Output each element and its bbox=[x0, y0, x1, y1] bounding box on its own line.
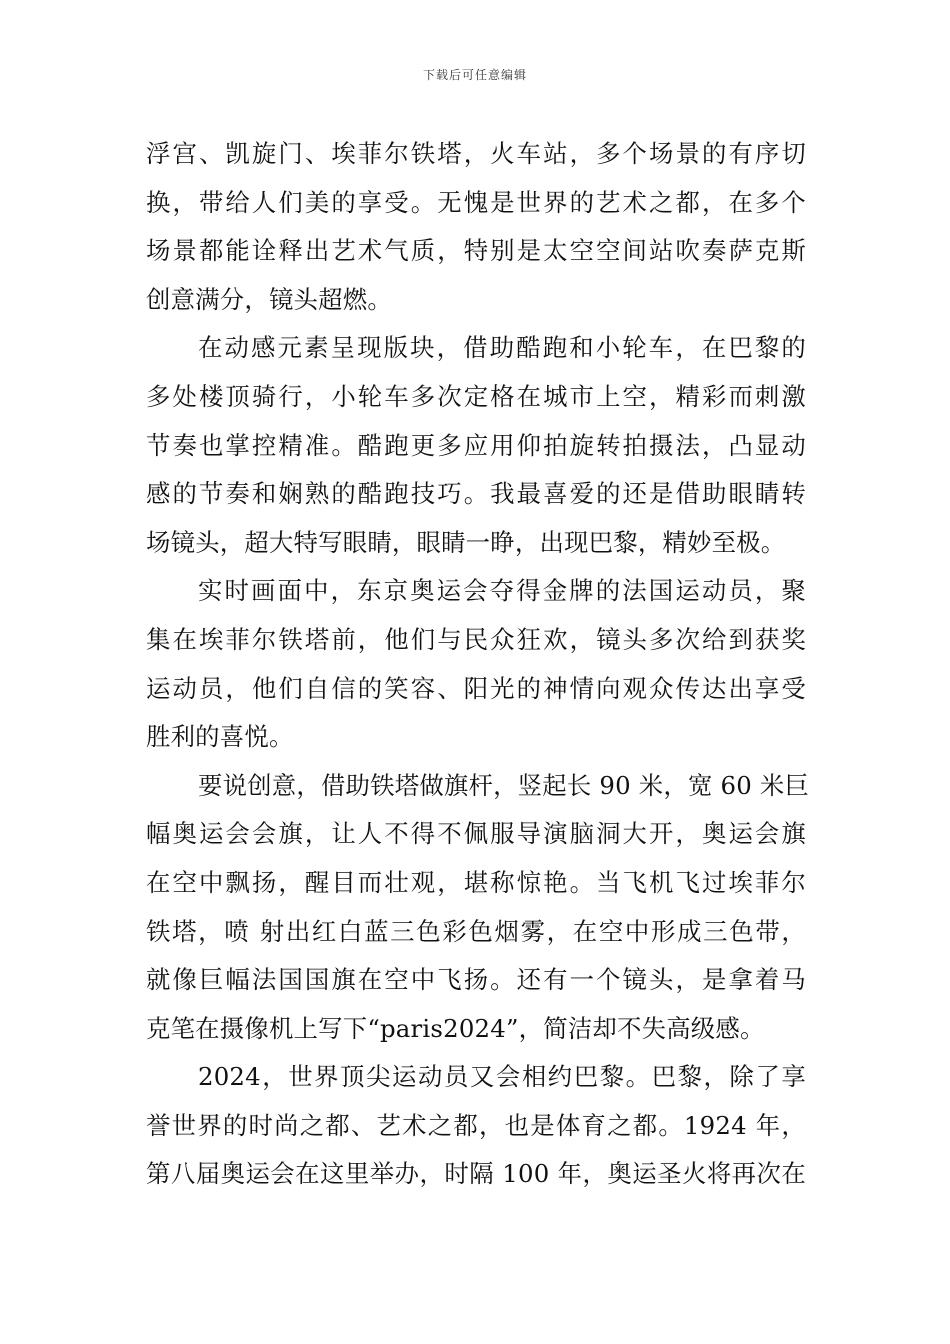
document-body bbox=[146, 130, 810, 1199]
paragraph bbox=[146, 324, 806, 567]
text-line: 浮宫、凯旋门、埃菲尔铁塔，火车站，多个场景的有序切 bbox=[146, 139, 806, 168]
text-line: 换，带给人们美的享受。无愧是世界的艺术之都，在多个 bbox=[146, 187, 806, 217]
text-line: 誉世界的时尚之都、艺术之都，也是体育之都。1924 年， bbox=[146, 1110, 806, 1140]
text-line: 场镜头，超大特写眼睛，眼睛一睁，出现巴黎，精妙至极。 bbox=[146, 527, 786, 557]
text-line: 胜利的喜悦。 bbox=[146, 722, 294, 752]
paragraph bbox=[146, 130, 806, 324]
paragraph bbox=[146, 567, 806, 761]
paragraph bbox=[146, 1053, 806, 1199]
text-line: 场景都能诠释出艺术气质，特别是太空空间站吹奏萨克斯 bbox=[146, 236, 806, 266]
text-line: 集在埃菲尔铁塔前，他们与民众狂欢，镜头多次给到获奖 bbox=[146, 624, 806, 654]
text-line: 铁塔，喷 射出红白蓝三色彩色烟雾，在空中形成三色带， bbox=[146, 916, 806, 946]
text-line: 要说创意，借助铁塔做旗杆，竖起长 90 米，宽 60 米巨 bbox=[198, 770, 810, 800]
text-line: 幅奥运会会旗，让人不得不佩服导演脑洞大开，奥运会旗 bbox=[146, 819, 806, 849]
text-line: 第八届奥运会在这里举办，时隔 100 年，奥运圣火将再次在 bbox=[146, 1159, 806, 1189]
text-line: 就像巨幅法国国旗在空中飞扬。还有一个镜头，是拿着马 bbox=[146, 965, 806, 995]
text-line: 在空中飘扬，醒目而壮观，堪称惊艳。当飞机飞过埃菲尔 bbox=[146, 867, 806, 897]
text-line: 节奏也掌控精准。酷跑更多应用仰拍旋转拍摄法，凸显动 bbox=[146, 430, 806, 460]
text-line: 2024，世界顶尖运动员又会相约巴黎。巴黎，除了享 bbox=[198, 1062, 806, 1092]
text-line: 感的节奏和娴熟的酷跑技巧。我最喜爱的还是借助眼睛转 bbox=[146, 479, 806, 509]
text-line: 在动感元素呈现版块，借助酷跑和小轮车，在巴黎的 bbox=[198, 333, 806, 363]
text-line: 多处楼顶骑行，小轮车多次定格在城市上空，精彩而刺激 bbox=[146, 381, 806, 411]
text-line: 创意满分，镜头超燃。 bbox=[146, 284, 392, 314]
text-line: 克笔在摄像机上写下“paris2024”，简洁却不失高级感。 bbox=[146, 1013, 765, 1043]
text-line: 运动员，他们自信的笑容、阳光的神情向观众传达出享受 bbox=[146, 673, 806, 703]
text-line: 实时画面中，东京奥运会夺得金牌的法国运动员，聚 bbox=[198, 576, 806, 606]
paragraph bbox=[146, 762, 810, 1054]
page-header-note: 下载后可任意编辑 bbox=[422, 68, 527, 82]
